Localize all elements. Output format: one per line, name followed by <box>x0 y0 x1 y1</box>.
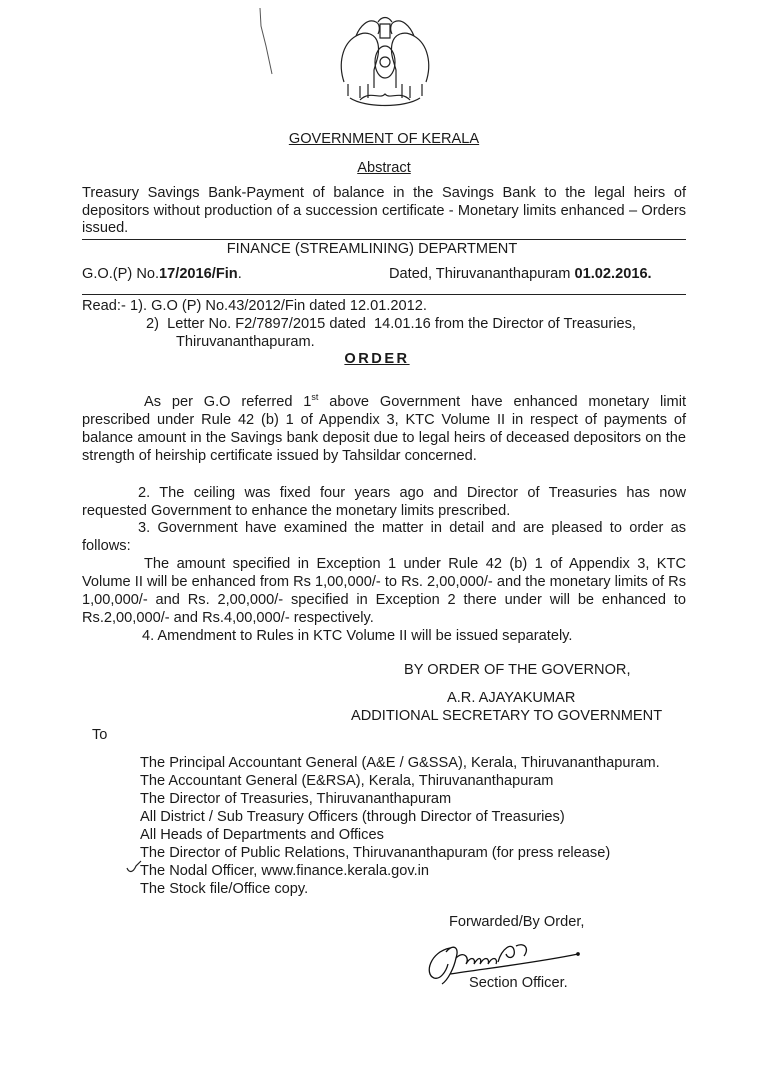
recipient-item: The Principal Accountant General (A&E / G&SSA), Kerala, Thiruvananthapuram. <box>140 755 660 771</box>
kerala-state-emblem-icon <box>330 4 440 109</box>
read-label: Read:- <box>82 298 126 314</box>
order-para-1: As per G.O referred 1st above Government have enhanced monetary limit prescribed under Rule 42 (b) 1 of Appendix 3, KTC Volume II in respect of payments of balance amount in the Savings bank deposit due to legal heirs of deceased depositors on the strength of heirship certificate issued by Tahsildar concerned. <box>82 392 686 464</box>
forwarded-line: Forwarded/By Order, <box>449 914 585 930</box>
order-para-2: 2. The ceiling was fixed four years ago and Director of Treasuries has now requested Government to enhance the monetary limits prescribed. <box>82 485 686 519</box>
recipient-item: All District / Sub Treasury Officers (through Director of Treasuries) <box>140 809 565 825</box>
order-para-4: 4. Amendment to Rules in KTC Volume II will be issued separately. <box>142 628 573 644</box>
order-title: ORDER <box>344 351 410 367</box>
signatory-designation: ADDITIONAL SECRETARY TO GOVERNMENT <box>351 708 663 724</box>
abstract-label: Abstract <box>357 160 411 176</box>
go-number: G.O.(P) No.17/2016/Fin. <box>82 266 242 282</box>
divider <box>82 294 686 295</box>
recipient-item: The Accountant General (E&RSA), Kerala, Thiruvananthapuram <box>140 773 554 789</box>
signatory-name: A.R. AJAYAKUMAR <box>447 690 576 706</box>
handwritten-tick-icon <box>126 860 142 874</box>
recipient-list <box>140 754 660 898</box>
abstract-text: Treasury Savings Bank-Payment of balance in the Savings Bank to the legal heirs of depositors without production of a succession certificate - Monetary limits enhanced – Orders issued. <box>82 185 686 236</box>
order-para-3-detail: The amount specified in Exception 1 under Rule 42 (b) 1 of Appendix 3, KTC Volume II will be enhanced from Rs 1,00,000/- to Rs. 2,00,000/- and the monetary limits of Rs 1,00,000/- and Rs. 2,00,000/- specified in Exception 2 there under will be enhanced to Rs.2,00,000/- and Rs.4,00,000/- respectively. <box>82 556 686 626</box>
department-name: FINANCE (STREAMLINING) DEPARTMENT <box>226 241 518 257</box>
read-item-2-cont: Thiruvananthapuram. <box>176 334 315 350</box>
recipient-item: The Director of Treasuries, Thiruvananthapuram <box>140 791 452 807</box>
read-item-2: 2) Letter No. F2/7897/2015 dated 14.01.16 from the Director of Treasuries, <box>146 316 636 332</box>
go-date-value: 01.02.2016. <box>574 266 652 282</box>
recipient-item: The Stock file/Office copy. <box>140 881 309 897</box>
go-date: Dated, Thiruvananthapuram 01.02.2016. <box>389 266 652 282</box>
recipient-item: The Nodal Officer, www.finance.kerala.gov.in <box>140 863 430 879</box>
scan-mark <box>258 6 276 76</box>
to-label: To <box>92 727 108 743</box>
read-item-1: 1). G.O (P) No.43/2012/Fin dated 12.01.2012. <box>130 298 427 314</box>
government-heading: GOVERNMENT OF KERALA <box>288 131 480 147</box>
go-number-value: 17/2016/Fin <box>159 266 238 282</box>
recipient-item: All Heads of Departments and Offices <box>140 827 384 843</box>
section-officer-label: Section Officer. <box>469 975 568 991</box>
order-para-3: 3. Government have examined the matter in detail and are pleased to order as follows: <box>82 520 686 554</box>
by-order-line: BY ORDER OF THE GOVERNOR, <box>404 662 631 678</box>
recipient-item: The Director of Public Relations, Thiruvananthapuram (for press release) <box>140 845 611 861</box>
